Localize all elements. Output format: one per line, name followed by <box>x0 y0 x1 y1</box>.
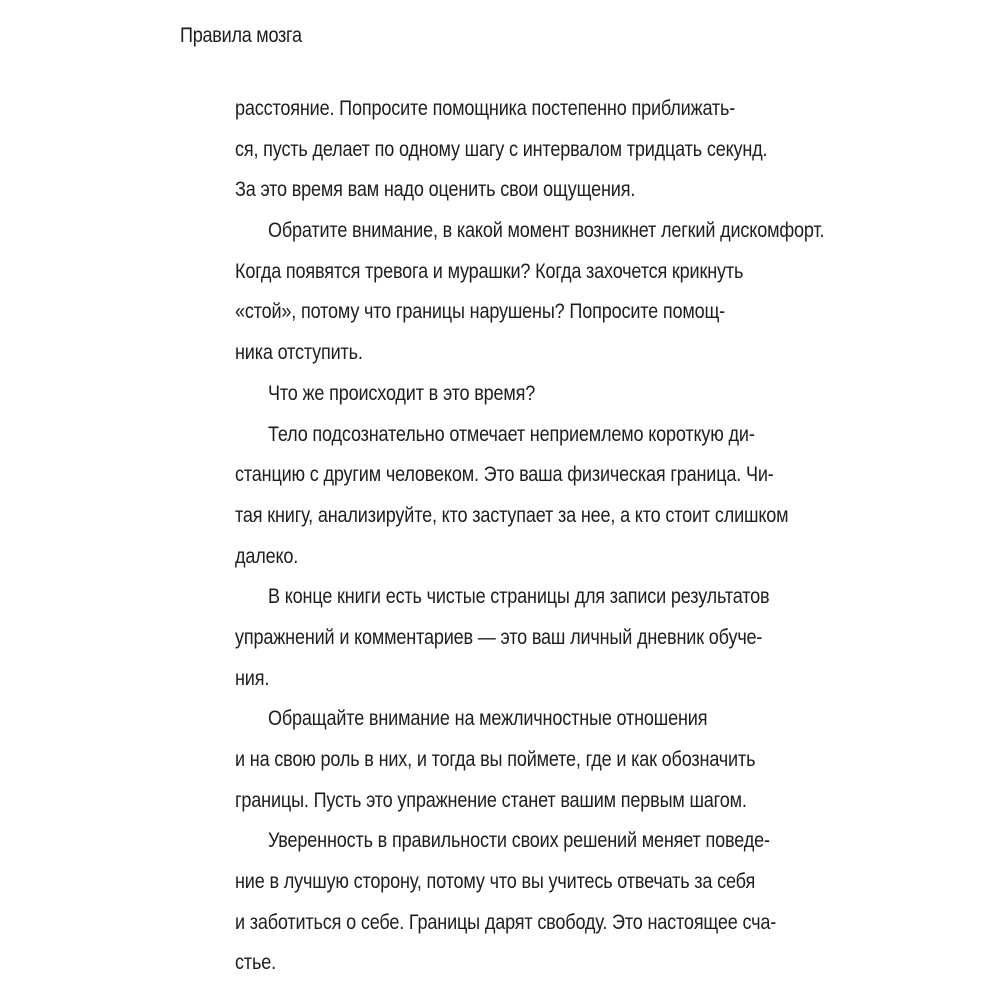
paragraph-start-line <box>235 414 802 455</box>
text-line <box>235 536 802 577</box>
text-line <box>235 617 802 658</box>
text-line-content: ся, пусть делает по одному шагу с интервалом тридцать секунд. <box>235 136 768 161</box>
text-line-content: Обращайте внимание на межличностные отношения <box>268 706 708 731</box>
text-line-content: Когда появятся тревога и мурашки? Когда захочется крикнуть <box>235 258 744 283</box>
text-line <box>235 902 802 943</box>
text-line <box>235 129 802 170</box>
running-header-title: Правила мозга <box>180 24 302 47</box>
text-line-content: Тело подсознательно отмечает неприемлемо короткую ди- <box>268 421 755 446</box>
text-line <box>235 454 802 495</box>
paragraph-start-line <box>235 576 802 617</box>
text-line-content: расстояние. Попросите помощника постепенно приближать- <box>235 96 736 120</box>
text-line-content: тая книгу, анализируйте, кто заступает за нее, а кто стоит слишком <box>235 502 789 527</box>
text-line <box>235 291 802 332</box>
paragraph-start-line <box>235 373 802 414</box>
text-line <box>235 942 802 983</box>
text-line-content: Что же происходит в это время? <box>268 380 536 405</box>
text-line-content: ния. <box>235 665 270 690</box>
text-line <box>235 739 802 780</box>
text-line-content: «стой», потому что границы нарушены? Попросите помощ- <box>235 299 726 324</box>
text-line-content: В конце книги есть чистые страницы для записи результатов <box>268 584 770 609</box>
text-line-content: ника отступить. <box>235 340 363 365</box>
text-line <box>235 861 802 902</box>
text-line-content: За это время вам надо оценить свои ощущения. <box>235 177 636 202</box>
text-line <box>235 658 802 699</box>
text-line-content: стье. <box>235 950 276 975</box>
text-line-content: станцию с другим человеком. Это ваша физическая граница. Чи- <box>235 462 774 487</box>
text-line-content: далеко. <box>235 543 299 568</box>
paragraph-start-line <box>235 210 825 251</box>
body-text <box>235 88 825 983</box>
paragraph-start-line <box>235 698 802 739</box>
text-line-content: границы. Пусть это упражнение станет вашим первым шагом. <box>235 787 747 812</box>
text-line <box>235 495 802 536</box>
paragraph-start-line <box>235 820 802 861</box>
text-line <box>235 169 802 210</box>
text-line-content: Обратите внимание, в какой момент возникнет легкий дискомфорт. <box>268 218 825 243</box>
text-line-content: ние в лучшую сторону, потому что вы учитесь отвечать за себя <box>235 869 756 894</box>
text-line <box>235 332 802 373</box>
text-line-content: и на свою роль в них, и тогда вы поймете, где и как обозначить <box>235 747 756 771</box>
text-line-content: и заботиться о себе. Границы дарят свободу. Это настоящее сча- <box>235 909 777 934</box>
text-line <box>235 780 802 821</box>
text-line <box>235 88 802 129</box>
text-line <box>235 251 802 292</box>
text-line-content: Уверенность в правильности своих решений меняет поведе- <box>268 828 770 853</box>
text-line-content: упражнений и комментариев — это ваш личный дневник обуче- <box>235 624 763 649</box>
